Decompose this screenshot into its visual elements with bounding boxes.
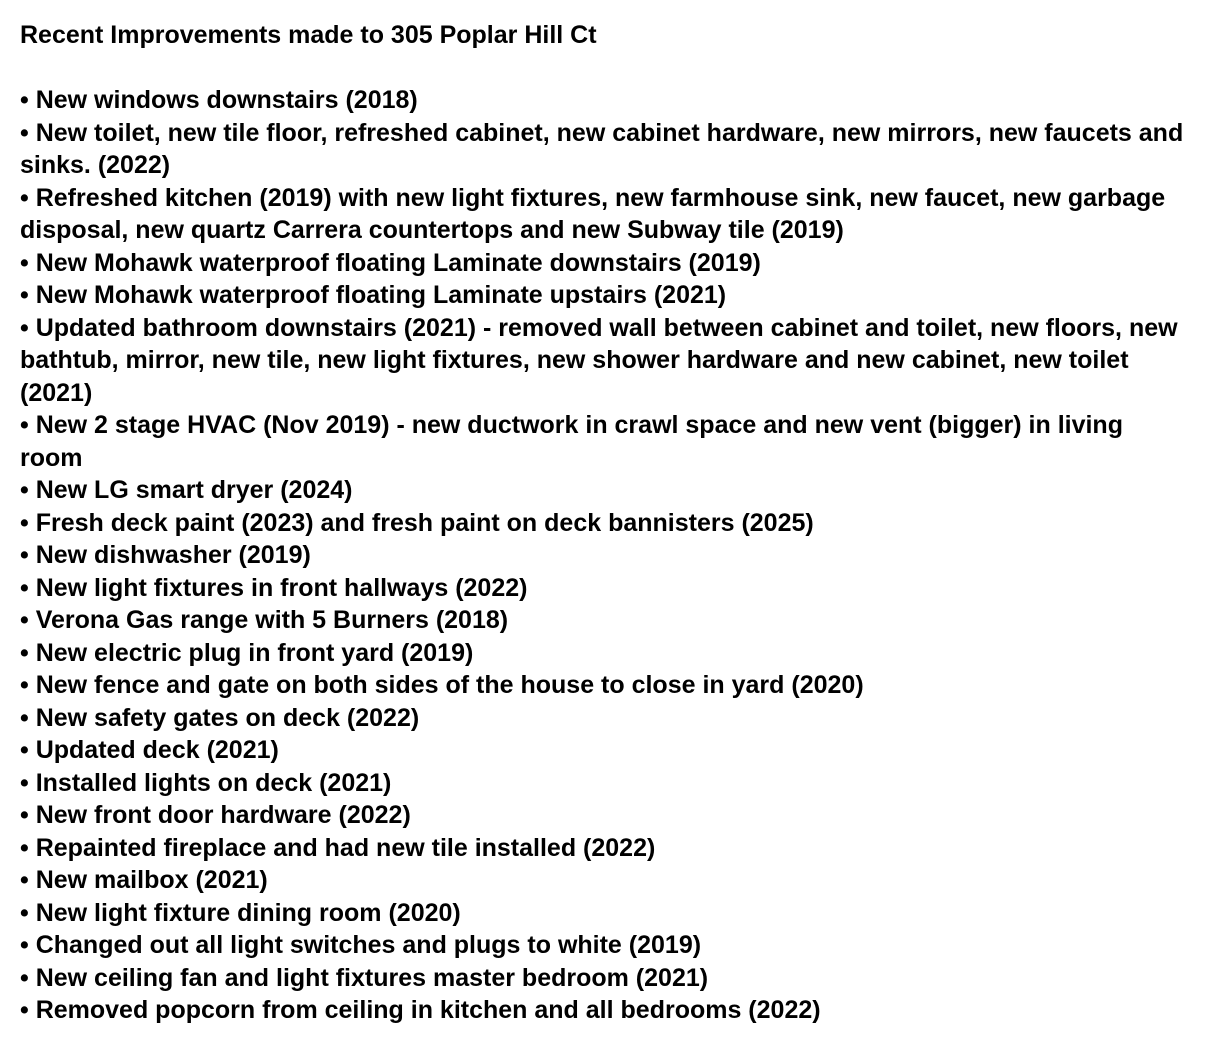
list-item: • Verona Gas range with 5 Burners (2018) [20, 606, 509, 634]
list-item: • New LG smart dryer (2024) [20, 476, 353, 504]
list-item: • Fresh deck paint (2023) and fresh paint on deck bannisters (2025) [20, 508, 814, 537]
list-item: • New toilet, new tile floor, refreshed cabinet, new cabinet hardware, new mirrors, new faucets and sinks. (2022) [20, 118, 1184, 179]
list-item: • New 2 stage HVAC (Nov 2019) - new ductwork in crawl space and new vent (bigger) in living room [20, 411, 1123, 472]
list-item: • Installed lights on deck (2021) [20, 768, 392, 797]
list-item: • Updated deck (2021) [20, 736, 279, 764]
list-item: • New ceiling fan and light fixtures master bedroom (2021) [20, 963, 709, 992]
list-item: • New dishwasher (2019) [20, 541, 311, 569]
list-item: • Updated bathroom downstairs (2021) - removed wall between cabinet and toilet, new floors, new bathtub, mirror, new tile, new light fixtures, new shower hardware and new cabinet, new toilet (2021) [20, 313, 1178, 407]
list-item: • New light fixtures in front hallways (2022) [20, 573, 528, 602]
list-item: • Changed out all light switches and plugs to white (2019) [20, 931, 702, 959]
improvements-list [20, 84, 1190, 1027]
list-item: • New Mohawk waterproof floating Laminate downstairs (2019) [20, 248, 761, 277]
list-item: • New windows downstairs (2018) [20, 86, 418, 114]
list-item: • Refreshed kitchen (2019) with new light fixtures, new farmhouse sink, new faucet, new garbage disposal, new quartz Carrera countertops and new Subway tile (2019) [20, 183, 1166, 244]
document-title: Recent Improvements made to 305 Poplar Hill Ct [20, 21, 597, 49]
list-item: • New mailbox (2021) [20, 866, 268, 894]
list-item: • New Mohawk waterproof floating Laminate upstairs (2021) [20, 281, 727, 309]
list-item: • New safety gates on deck (2022) [20, 703, 420, 732]
list-item: • Repainted fireplace and had new tile installed (2022) [20, 833, 656, 862]
list-item: • Removed popcorn from ceiling in kitchen and all bedrooms (2022) [20, 996, 821, 1024]
list-item: • New light fixture dining room (2020) [20, 898, 461, 927]
blank-line [20, 52, 1190, 85]
list-item: • New front door hardware (2022) [20, 801, 411, 829]
document-body [20, 19, 1190, 1027]
list-item: • New fence and gate on both sides of the house to close in yard (2020) [20, 671, 864, 699]
list-item: • New electric plug in front yard (2019) [20, 638, 474, 667]
